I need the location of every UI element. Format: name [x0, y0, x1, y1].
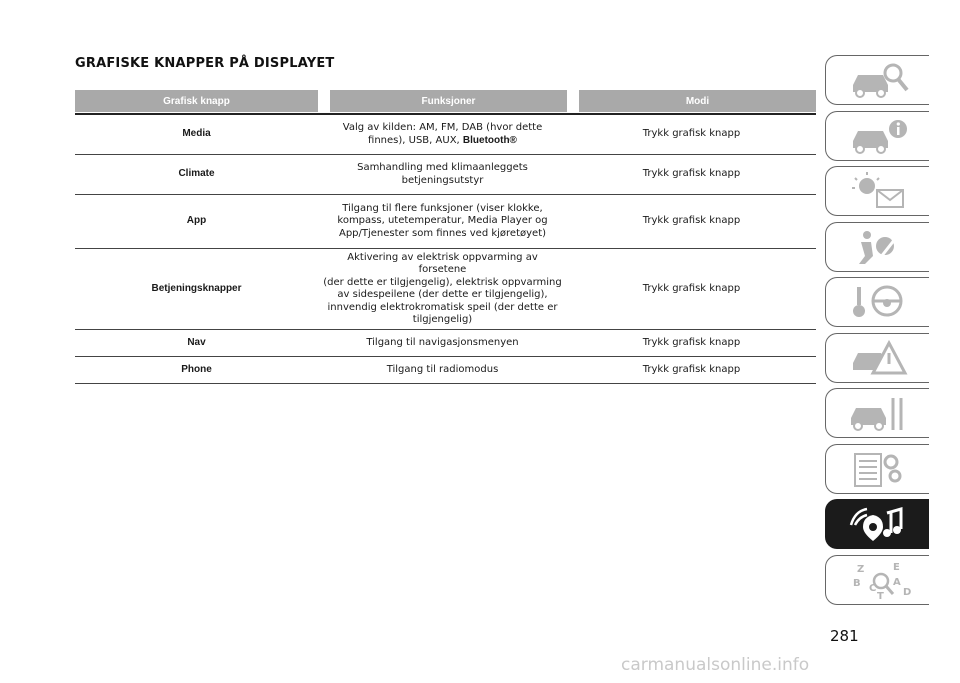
header-grafisk-knapp: Grafisk knapp	[75, 90, 318, 112]
steering-key-icon	[843, 281, 913, 323]
multimedia-icon	[843, 503, 913, 545]
row-mode: Trykk grafisk knapp	[642, 336, 741, 348]
warning-light-message-icon	[843, 170, 913, 212]
header-modi: Modi	[579, 90, 816, 112]
tab-car-search[interactable]	[825, 55, 929, 105]
row-function: Aktivering av elektrisk oppvarming av forsetene (der dette er tilgjengelig), elektrisk oppvarming av sidespeilene (der dette er tilgjengelig), innvendig elektrokromatisk speil (der dette er tilgjengelig)	[323, 251, 562, 325]
row-mode: Trykk grafisk knapp	[642, 128, 741, 140]
row-function: Tilgang til flere funksjoner (viser klokke, kompass, utetemperatur, Media Player og App/Tjenester som finnes ved kjøretøyet)	[337, 202, 548, 239]
tab-car-info[interactable]	[825, 111, 929, 161]
tab-alphabetical-index[interactable]	[825, 555, 929, 605]
car-info-icon	[843, 115, 913, 157]
table-row	[75, 155, 816, 195]
airbag-safety-icon	[843, 226, 913, 268]
tab-multimedia[interactable]	[825, 499, 929, 549]
svg-text:D: D	[902, 586, 911, 598]
svg-text:A: A	[892, 576, 901, 588]
page-number: 281	[830, 627, 859, 645]
tab-safety[interactable]	[825, 222, 929, 272]
row-key: Betjeningsknapper	[151, 282, 242, 294]
row-key: App	[186, 215, 207, 227]
emergency-triangle-icon	[843, 337, 913, 379]
row-mode: Trykk grafisk knapp	[642, 168, 741, 180]
row-key: Nav	[187, 336, 206, 348]
chapter-tabs	[825, 55, 929, 610]
table-row	[75, 115, 816, 155]
buttons-table	[75, 90, 816, 384]
svg-text:C: C	[868, 582, 876, 594]
header-funksjoner: Funksjoner	[330, 90, 567, 112]
svg-text:Z: Z	[856, 563, 864, 575]
page-title: GRAFISKE KNAPPER PÅ DISPLAYET	[75, 56, 335, 71]
tab-technical-data[interactable]	[825, 444, 929, 494]
tab-maintenance[interactable]	[825, 388, 929, 438]
table-row	[75, 357, 816, 384]
row-mode: Trykk grafisk knapp	[642, 363, 741, 375]
alphabetical-index-icon	[843, 559, 913, 601]
table-row	[75, 249, 816, 330]
row-function: Tilgang til radiomodus	[386, 363, 499, 375]
row-mode: Trykk grafisk knapp	[642, 282, 741, 294]
technical-data-icon	[843, 448, 913, 490]
table-header	[75, 90, 816, 112]
table-row	[75, 195, 816, 249]
tab-emergency[interactable]	[825, 333, 929, 383]
row-key: Phone	[181, 363, 212, 375]
tab-starting-driving[interactable]	[825, 277, 929, 327]
row-function: Valg av kilden: AM, FM, DAB (hvor dette finnes), USB, AUX, Bluetooth®	[342, 122, 543, 146]
row-mode: Trykk grafisk knapp	[642, 215, 741, 227]
row-key: Climate	[178, 168, 215, 180]
svg-text:E: E	[892, 561, 900, 573]
row-function: Tilgang til navigasjonsmenyen	[366, 336, 519, 348]
watermark: carmanualsonline.info	[621, 655, 810, 675]
svg-text:B: B	[852, 577, 861, 589]
tab-warning-lights[interactable]	[825, 166, 929, 216]
row-function: Samhandling med klimaanleggets betjeningsutstyr	[357, 162, 528, 186]
svg-text:T: T	[876, 590, 884, 601]
table-row	[75, 330, 816, 357]
car-search-icon	[843, 59, 913, 101]
row-key: Media	[182, 128, 211, 140]
car-maintenance-icon	[843, 392, 913, 434]
